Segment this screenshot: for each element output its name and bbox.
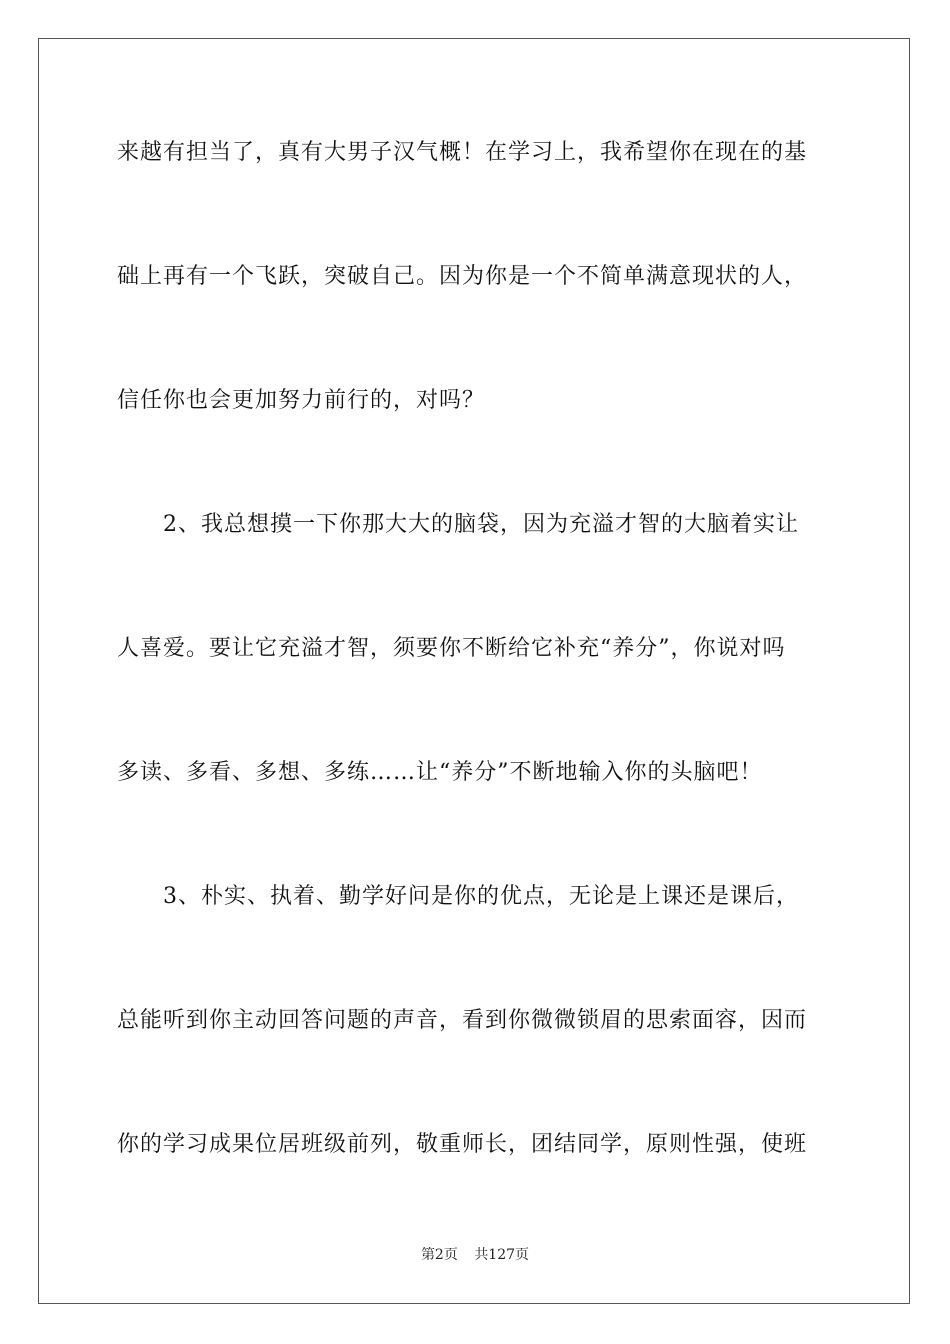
page-border bbox=[38, 38, 910, 1304]
text-line-7: 3、朴实、执着、勤学好问是你的优点，无论是上课还是课后， bbox=[163, 884, 799, 909]
text-line-1: 来越有担当了，真有大男子汉气概！在学习上，我希望你在现在的基 bbox=[117, 140, 808, 165]
text-line-5: 人喜爱。要让它充溢才智，须要你不断给它补充“养分”，你说对吗 bbox=[117, 636, 786, 661]
text-line-8: 总能听到你主动回答问题的声音，看到你微微锁眉的思索面容，因而 bbox=[117, 1008, 808, 1033]
page-number-current: 第2页 bbox=[420, 1247, 458, 1263]
page-footer bbox=[0, 1246, 950, 1264]
text-line-4: 2、我总想摸一下你那大大的脑袋，因为充溢才智的大脑着实让 bbox=[163, 512, 799, 537]
page-number-total: 共127页 bbox=[474, 1247, 530, 1263]
text-line-3: 信任你也会更加努力前行的，对吗？ bbox=[117, 388, 486, 413]
text-line-9: 你的学习成果位居班级前列，敬重师长，团结同学，原则性强，使班 bbox=[117, 1132, 808, 1157]
text-line-6: 多读、多看、多想、多练……让“养分”不断地输入你的头脑吧！ bbox=[117, 760, 763, 785]
text-line-2: 础上再有一个飞跃，突破自己。因为你是一个不简单满意现状的人， bbox=[117, 264, 808, 289]
